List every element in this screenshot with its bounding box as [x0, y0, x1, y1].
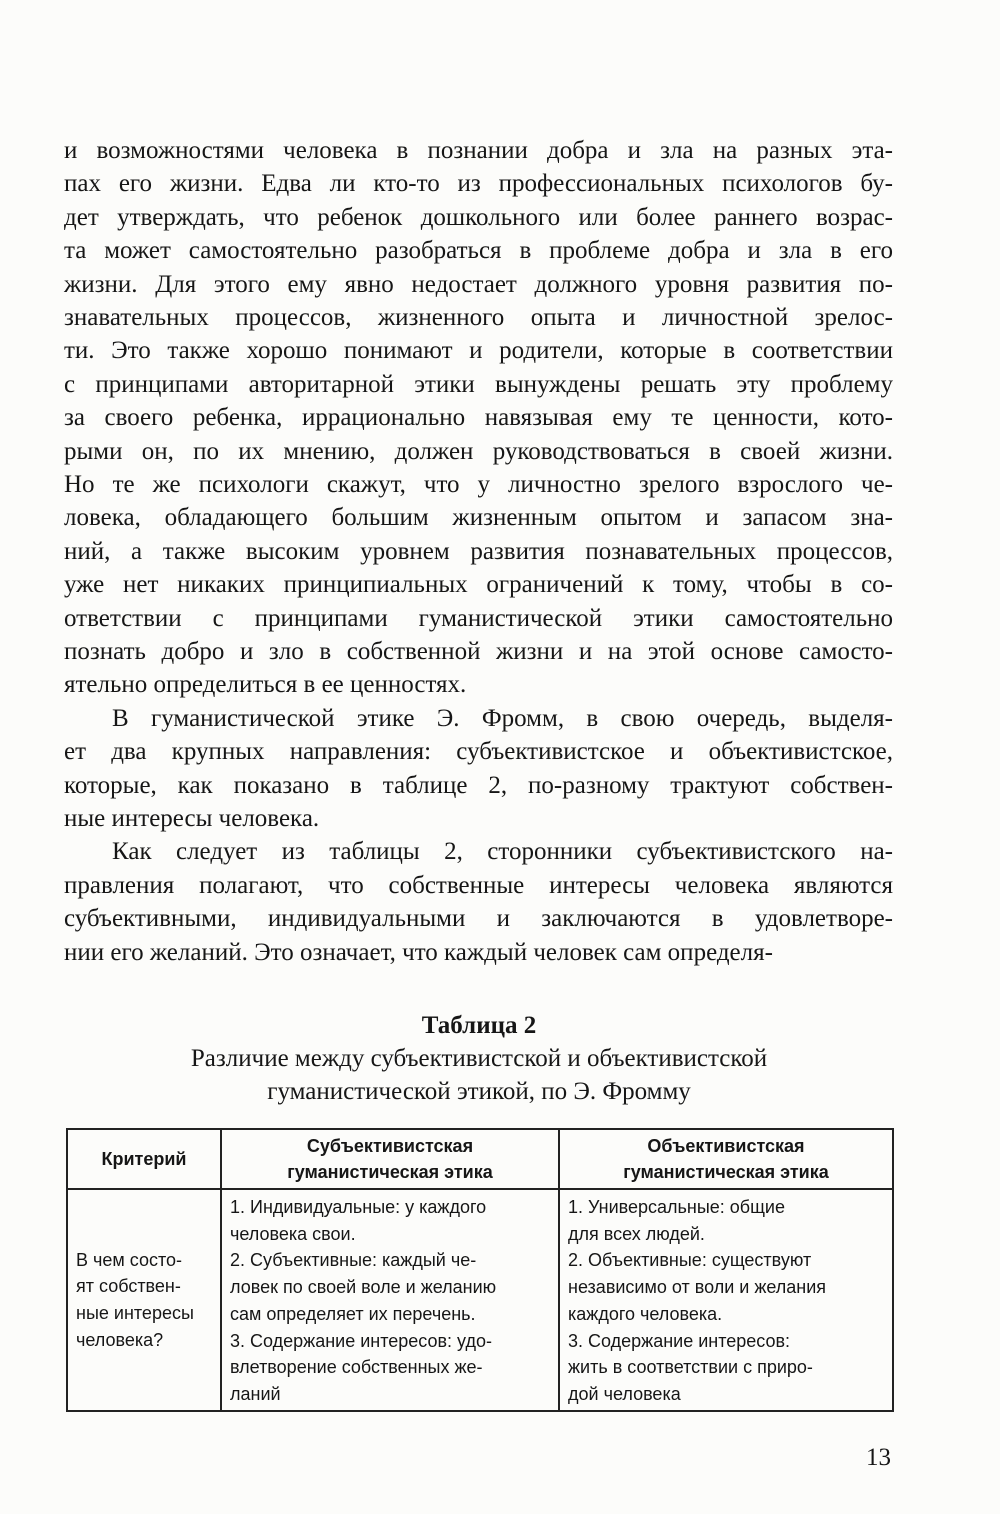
comparison-table [66, 1128, 894, 1412]
cell-line: гуманистическая этика [287, 1162, 493, 1182]
cell-line: Критерий [101, 1149, 187, 1169]
table-title: Таблица 2 [421, 1012, 537, 1039]
table-caption-line: Различие между субъективистской и объективистской [190, 1045, 768, 1072]
text-line: знавательных процессов, жизненного опыта и личностной зрелос- [64, 304, 893, 331]
header-objectivist [559, 1129, 893, 1189]
cell-line: человека? [76, 1329, 164, 1350]
text-line: уже нет никаких принципиальных ограничений к тому, чтобы в со- [64, 571, 893, 599]
cell-line: В чем состо- [76, 1249, 183, 1270]
cell-line: 2. Объективные: существуют [568, 1250, 812, 1271]
cell-line: 1. Универсальные: общие [568, 1197, 785, 1217]
table-row [67, 1189, 893, 1411]
cell-line: 2. Субъективные: каждый че- [230, 1250, 477, 1271]
cell-line: гуманистическая этика [623, 1162, 829, 1182]
cell-line: влетворение собственных же- [230, 1357, 483, 1378]
cell-line: 3. Содержание интересов: [568, 1330, 791, 1351]
text-line: ответствии с принципами гуманистической этики самостоятельно [64, 604, 893, 632]
text-line: ет два крупных направления: субъективистское и объективистское, [64, 738, 893, 766]
text-line: которые, как показано в таблице 2, по-разному трактуют собствен- [64, 771, 893, 799]
cell-line: Объективистская [647, 1136, 805, 1156]
text-line: Как следует из таблицы 2, сторонники субъективистского на- [112, 838, 893, 866]
text-line: дет утверждать, что ребенок дошкольного или более раннего возрас- [64, 203, 893, 231]
text-line: нии его желаний. Это означает, что каждый человек сам определя- [64, 938, 773, 966]
cell-line: дой человека [568, 1383, 681, 1404]
text-line: рыми он, по их мнению, должен руководствоваться в своей жизни. [64, 437, 893, 465]
cell-subjectivist [221, 1189, 559, 1411]
cell-line: ят собствен- [76, 1276, 181, 1297]
cell-line: каждого человека. [568, 1303, 723, 1324]
text-line: жизни. Для этого ему явно недостает должного уровня развития по- [64, 270, 893, 298]
cell-objectivist [559, 1189, 893, 1411]
text-line: ные интересы человека. [64, 805, 320, 832]
table-header-row [67, 1129, 893, 1189]
table-caption-line: гуманистической этикой, по Э. Фромму [267, 1078, 691, 1105]
text-line: Но те же психологи скажут, что у личностно зрелого взрослого че- [64, 471, 893, 498]
text-line: и возможностями человека в познании добра и зла на разных эта- [64, 137, 893, 164]
cell-line: сам определяет их перечень. [230, 1303, 476, 1324]
cell-line: независимо от воли и желания [568, 1277, 827, 1298]
header-criterion [67, 1129, 221, 1189]
cell-line: Субъективистская [306, 1136, 474, 1156]
page-number: 13 [866, 1444, 891, 1471]
cell-line: ные интересы [76, 1303, 194, 1323]
text-line: ятельно определиться в ее ценностях. [64, 671, 467, 699]
text-line: за своего ребенка, иррационально навязывая ему те ценности, кото- [64, 404, 893, 432]
cell-criterion [67, 1189, 221, 1411]
text-line: с принципами авторитарной этики вынуждены решать эту проблему [64, 370, 893, 398]
cell-line: 1. Индивидуальные: у каждого [230, 1197, 487, 1217]
cell-line: человека свои. [230, 1223, 356, 1244]
text-line: пах его жизни. Едва ли кто-то из профессиональных психологов бу- [64, 170, 893, 198]
text-line: субъективными, индивидуальными и заключаются в удовлетворе- [64, 905, 893, 933]
cell-line: 3. Содержание интересов: удо- [230, 1330, 492, 1351]
cell-line: для всех людей. [568, 1223, 705, 1244]
text-line: В гуманистической этике Э. Фромм, в свою очередь, выделя- [112, 704, 893, 732]
cell-line: жить в соответствии с приро- [568, 1357, 813, 1378]
text-line: правления полагают, что собственные интересы человека являются [64, 871, 893, 899]
header-subjectivist [221, 1129, 559, 1189]
text-line: познать добро и зло в собственной жизни и на этой основе самосто- [64, 638, 893, 665]
text-line: та может самостоятельно разобраться в проблеме добра и зла в его [64, 237, 893, 265]
text-line: ний, а также высоким уровнем развития познавательных процессов, [64, 537, 893, 565]
cell-line: ловек по своей воле и желанию [230, 1277, 497, 1298]
cell-line: ланий [230, 1383, 281, 1404]
text-line: ти. Это также хорошо понимают и родители, которые в соответствии [64, 337, 893, 365]
text-line: ловека, обладающего большим жизненным опытом и запасом зна- [64, 504, 893, 532]
